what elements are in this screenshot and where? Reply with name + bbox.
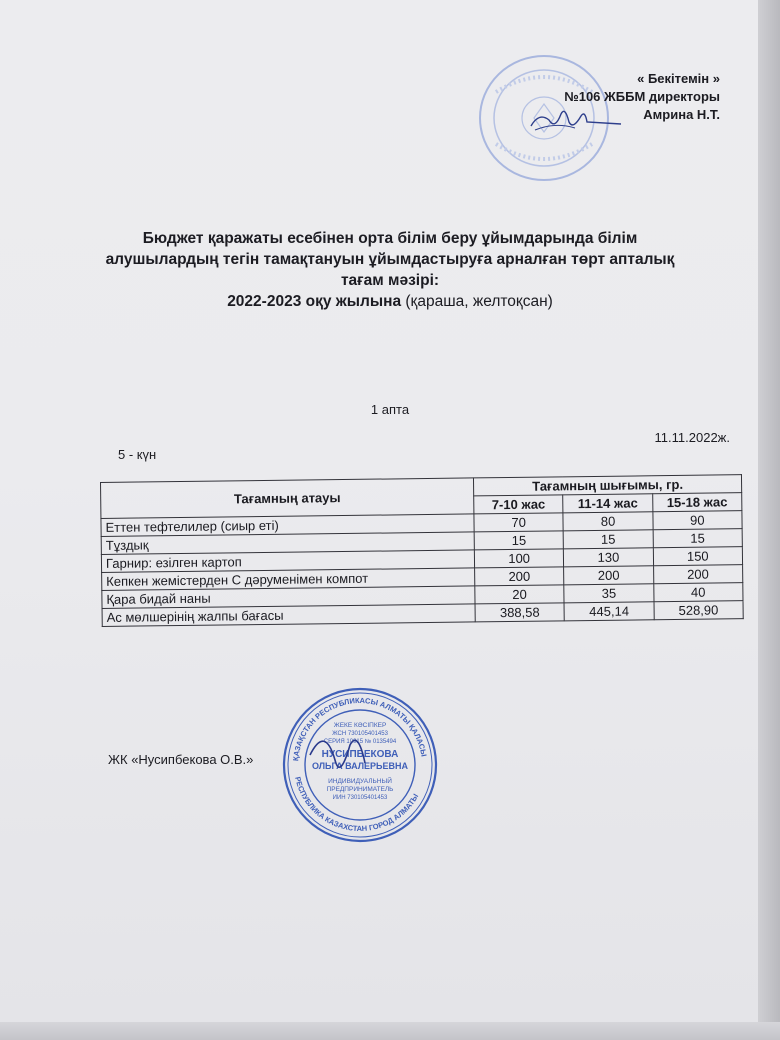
portion-value: 15 xyxy=(474,531,564,550)
portion-value: 20 xyxy=(475,585,565,604)
total-price: 445,14 xyxy=(564,602,654,621)
signer-name: ЖК «Нусипбекова О.В.» xyxy=(108,752,254,767)
dish-name: Гарнир: езілген картоп xyxy=(101,550,474,573)
approval-name: Амрина Н.Т. xyxy=(643,107,720,122)
dish-name: Қара бидай наны xyxy=(102,586,475,609)
seal-surname: НУСИПБЕКОВА xyxy=(321,749,399,760)
seal-line: ИИН 730105401453 xyxy=(332,795,388,801)
months: (қараша, желтоқсан) xyxy=(401,293,553,310)
seal-line: ИНДИВИДУАЛЬНЫЙ xyxy=(328,778,392,785)
menu-date: 11.11.2022ж. xyxy=(654,430,730,445)
portion-value: 15 xyxy=(563,530,653,549)
age-group: 11-14 жас xyxy=(563,494,653,513)
portion-value: 150 xyxy=(653,547,743,566)
page-edge-shadow xyxy=(758,0,780,1040)
dish-name: Еттен тефтелилер (сиыр еті) xyxy=(101,514,474,537)
dish-name: Кепкен жемістерден С дәруменімен компот xyxy=(102,568,475,591)
dish-name: Тұздық xyxy=(101,532,474,555)
approval-heading: « Бекітемін » xyxy=(637,71,720,86)
portion-value: 90 xyxy=(653,511,743,530)
portion-value: 80 xyxy=(563,512,653,531)
page-bottom-edge xyxy=(0,1022,780,1040)
total-label: Ас мөлшерінің жалпы бағасы xyxy=(102,604,475,627)
header-yield: Тағамның шығымы, гр. xyxy=(474,475,742,496)
approval-block xyxy=(540,70,720,124)
portion-value: 70 xyxy=(474,513,564,532)
title-line-3: тағам мәзірі: xyxy=(340,272,440,289)
portion-value: 15 xyxy=(653,529,743,548)
document-title xyxy=(90,228,690,312)
seal-line: ЖЕКЕ КӘСІПКЕР xyxy=(333,722,387,729)
seal-given-name: ОЛЬГА ВАЛЕРЬЕВНА xyxy=(311,761,409,771)
portion-value: 35 xyxy=(564,584,654,603)
portion-value: 100 xyxy=(474,549,564,568)
title-line-1: Бюджет қаражаты есебінен орта білім беру ұйымдарында білім xyxy=(142,230,638,247)
seal-ring-bottom: РЕСПУБЛИКА КАЗАХСТАН ГОРОД АЛМАТЫ xyxy=(293,775,421,834)
portion-value: 130 xyxy=(564,548,654,567)
seal-line: ПРЕДПРИНИМАТЕЛЬ xyxy=(326,786,394,793)
menu-table xyxy=(100,474,744,627)
total-price: 388,58 xyxy=(475,603,565,622)
title-line-2: алушылардың тегін тамақтануын ұйымдастыруға арналған төрт апталық xyxy=(105,251,675,268)
seal-line: ЖСН 730105401453 xyxy=(332,731,388,737)
seal-line: СЕРИЯ 10915 № 0135494 xyxy=(323,739,397,745)
week-label: 1 апта xyxy=(370,402,410,417)
seal-ring-top: ҚАЗАҚСТАН РЕСПУБЛИКАСЫ АЛМАТЫ ҚАЛАСЫ xyxy=(291,695,429,762)
portion-value: 200 xyxy=(564,566,654,585)
title-line-4 xyxy=(90,291,690,312)
total-price: 528,90 xyxy=(654,601,744,620)
entrepreneur-seal xyxy=(280,685,440,845)
portion-value: 200 xyxy=(475,567,565,586)
approval-position: №106 ЖББМ директоры xyxy=(564,89,720,104)
header-dish-name: Тағамның атауы xyxy=(101,478,474,519)
age-group: 7-10 жас xyxy=(474,495,564,514)
day-label: 5 - күн xyxy=(118,447,157,462)
school-year: 2022-2023 оқу жылына xyxy=(227,293,402,310)
age-group: 15-18 жас xyxy=(652,493,742,512)
portion-value: 40 xyxy=(653,583,743,602)
portion-value: 200 xyxy=(653,565,743,584)
